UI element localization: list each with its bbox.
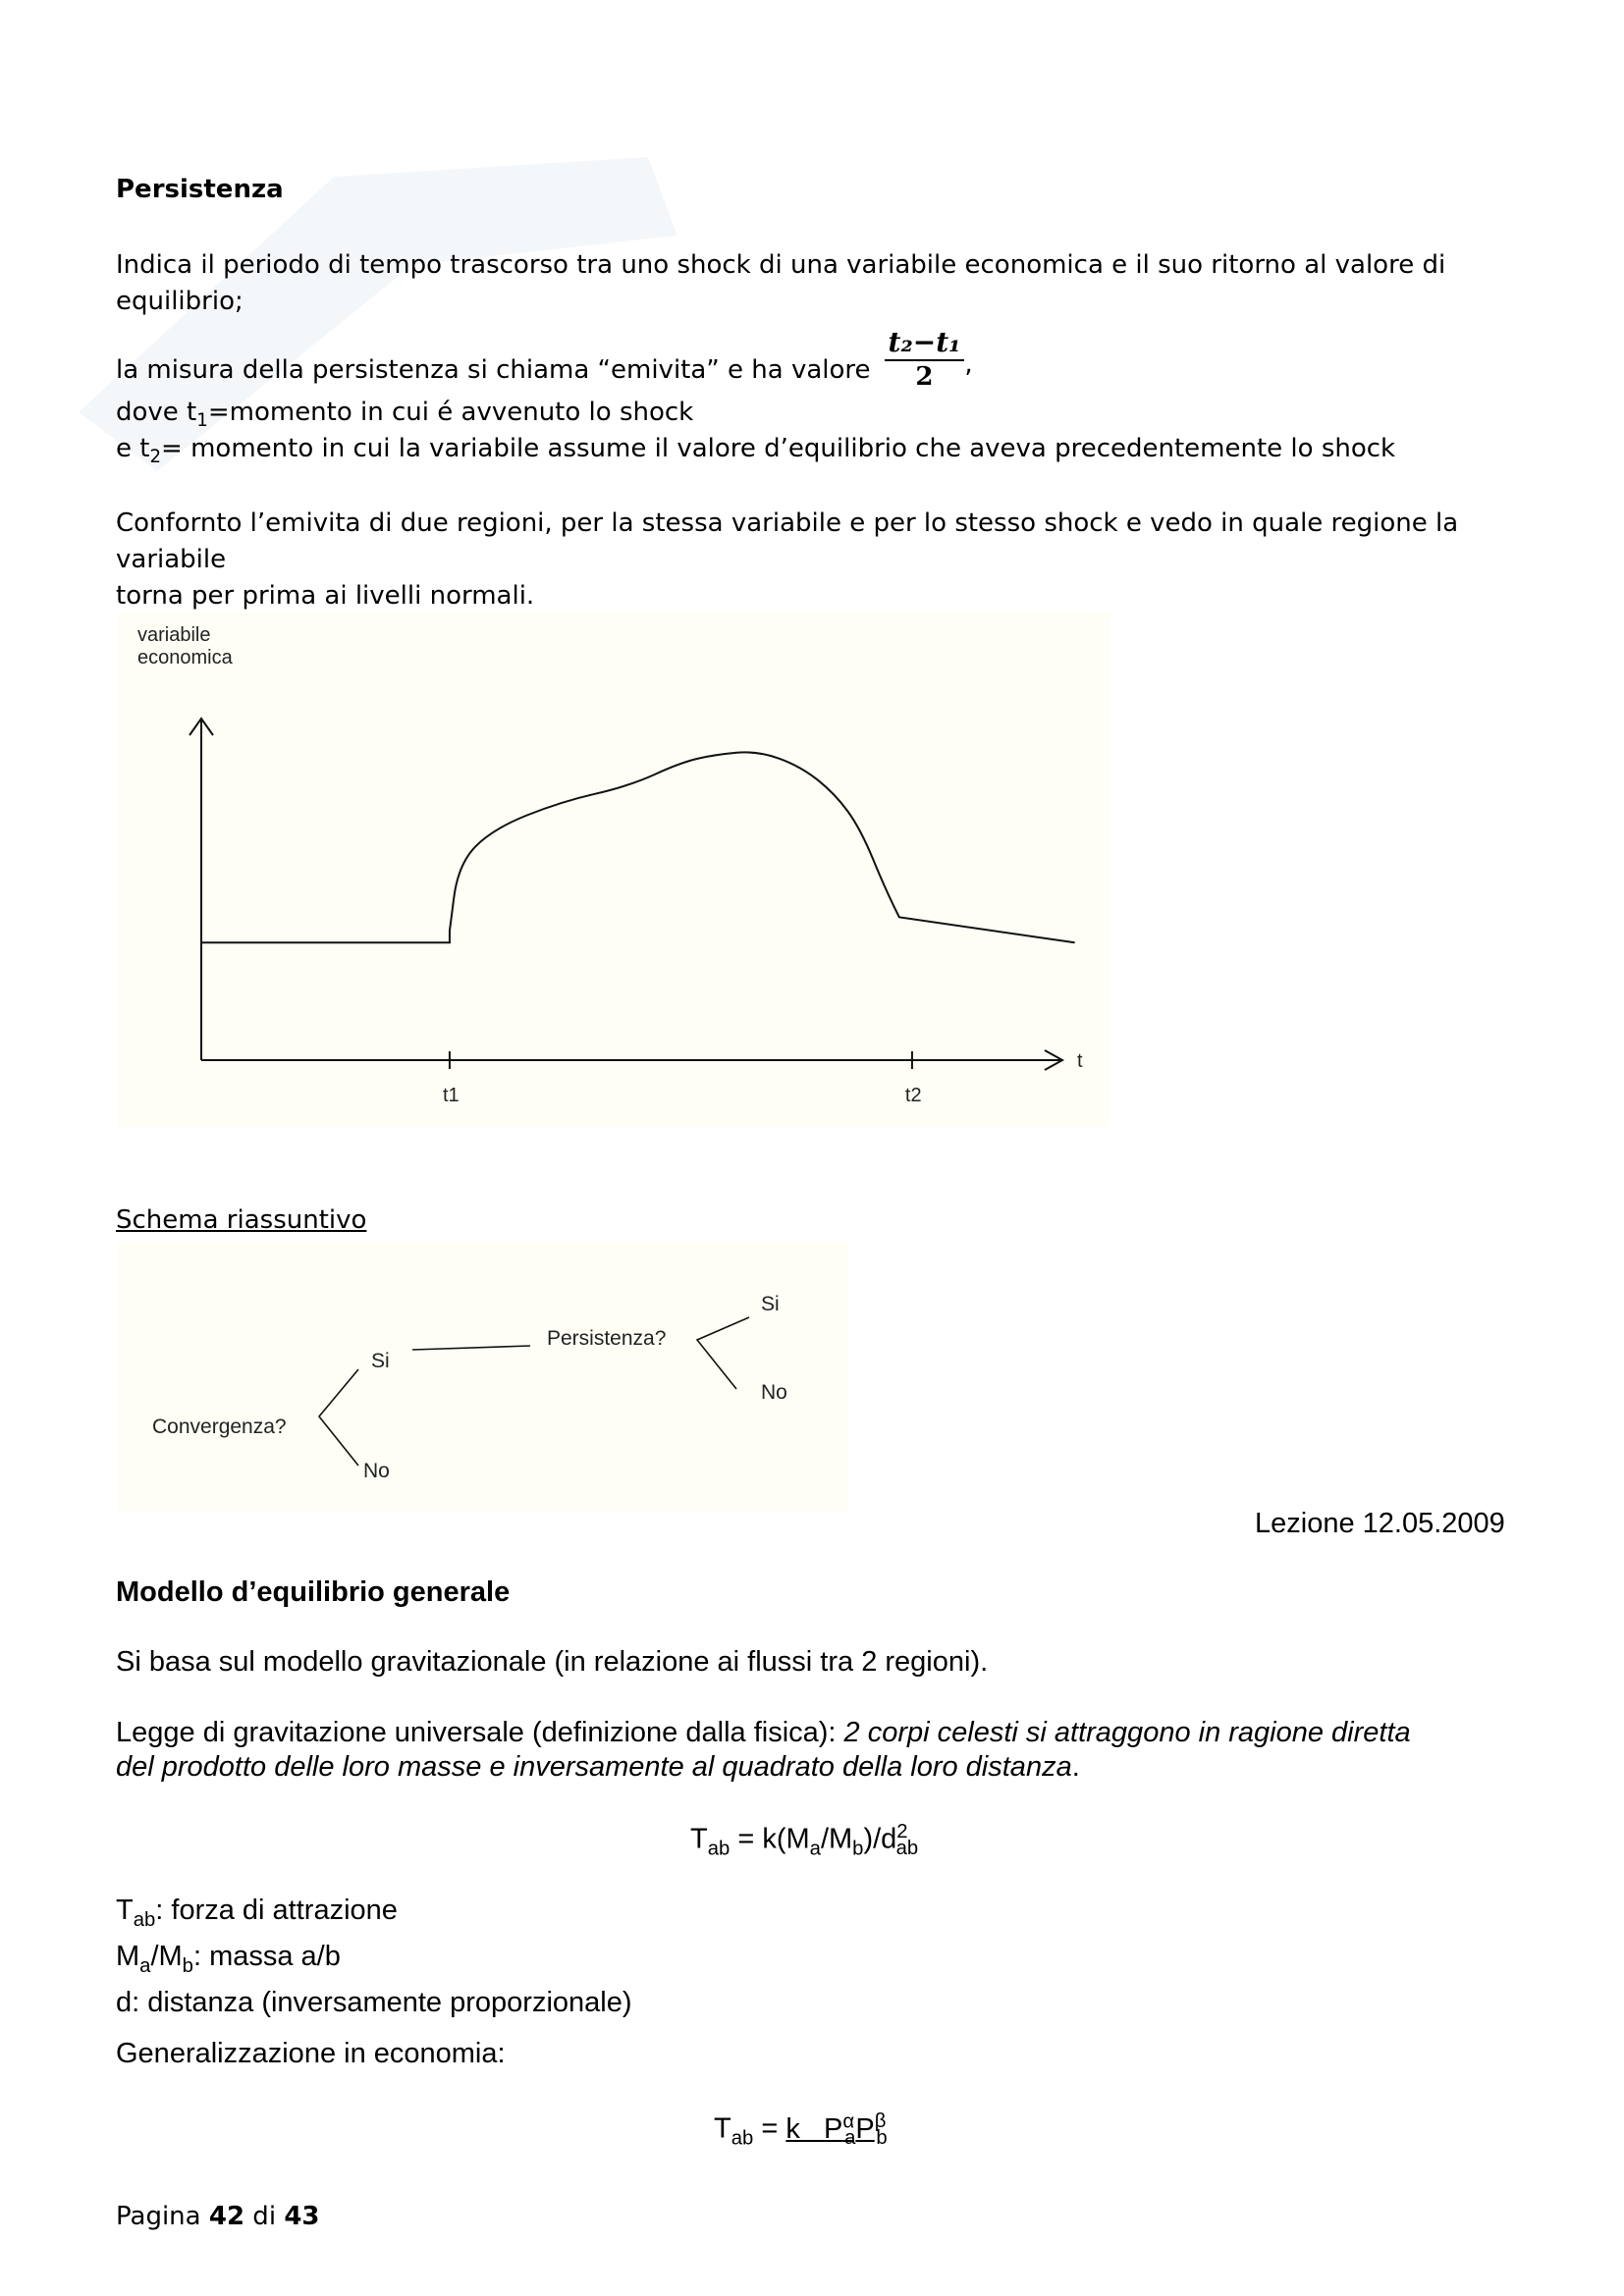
lesson-date: Lezione 12.05.2009	[1255, 1508, 1505, 1539]
branch-lines-1	[319, 1369, 358, 1466]
schema-title: Schema riassuntivo	[116, 1205, 367, 1235]
series-line-0	[201, 752, 1075, 942]
y-axis-label-line1: variabile	[137, 624, 211, 646]
economic-formula: $T_{ab} = k$ $P^\alpha_aP^\beta_b$	[714, 2110, 888, 2150]
emivita-fraction: $\frac{\text{t₂−t₁}}{2}$	[885, 326, 965, 393]
chart-svg	[118, 613, 1110, 1127]
gravity-formula: $T_{ab} = k(M_a/M_b)/d^2_{ab}$	[690, 1821, 919, 1860]
generalization-label: Generalizzazione in economia:	[116, 2038, 506, 2069]
summary-tree-diagram	[118, 1242, 849, 1512]
formula-definitions	[116, 1893, 632, 2021]
paragraph-comparison: Confornto l’emivita di due regioni, per la stessa variabile e per lo stesso shock e vedo in quale regione la variabile torna per prima ai livelli normali.	[116, 508, 1459, 611]
node-no-1: No	[363, 1460, 390, 1482]
t2-definition: e $t_2=$ momento in cui la variabile assume il valore d’equilibrio che aveva precedentemente lo shock	[116, 434, 1396, 468]
branch-lines-2	[697, 1317, 749, 1389]
page-footer: Pagina 42 di 43	[116, 2202, 320, 2231]
x-tick-label-t2: t2	[904, 1085, 922, 1106]
emivita-line: la misura della persistenza si chiama “emivita” e ha valore $\frac{\text{t₂−t₁}}{2}$ ,	[116, 326, 973, 392]
node-persistenza: Persistenza?	[547, 1327, 667, 1350]
lesson-intro: Si basa sul modello gravitazionale (in relazione ai flussi tra 2 regioni).	[116, 1646, 989, 1678]
lesson-heading: Modello d’equilibrio generale	[116, 1576, 511, 1608]
section-heading: Persistenza	[116, 175, 284, 204]
node-si-1: Si	[371, 1350, 390, 1372]
y-axis-label-line2: economica	[137, 647, 233, 668]
tree-svg	[118, 1242, 849, 1512]
x-axis-label: t	[1077, 1050, 1083, 1072]
persistence-chart	[118, 613, 1110, 1127]
paragraph-definition: Indica il periodo di tempo trascorso tra uno shock di una variabile economica e il suo ritorno al valore di equilibrio;	[116, 250, 1446, 316]
t1-definition: dove $t_1=momento$ in cui é avvenuto lo shock	[116, 398, 694, 432]
connector-line	[412, 1346, 530, 1350]
def-tab: $T_{ab}$: forza di attrazione	[116, 1895, 398, 1931]
node-no-2: No	[761, 1381, 787, 1404]
def-distance: d: distanza (inversamente proporzionale)	[116, 1986, 632, 2018]
node-si-2: Si	[761, 1293, 780, 1315]
gravitation-law: Legge di gravitazione universale (definizione dalla fisica): 2 corpi celesti si attraggono in ragione diretta del prodotto delle loro masse e inversamente al quadrato della loro distanza.	[116, 1717, 1411, 1783]
x-tick-label-t1: t1	[442, 1085, 460, 1106]
def-mass: $M_a/M_b$: massa a/b	[116, 1940, 341, 1977]
node-convergenza: Convergenza?	[152, 1415, 287, 1438]
